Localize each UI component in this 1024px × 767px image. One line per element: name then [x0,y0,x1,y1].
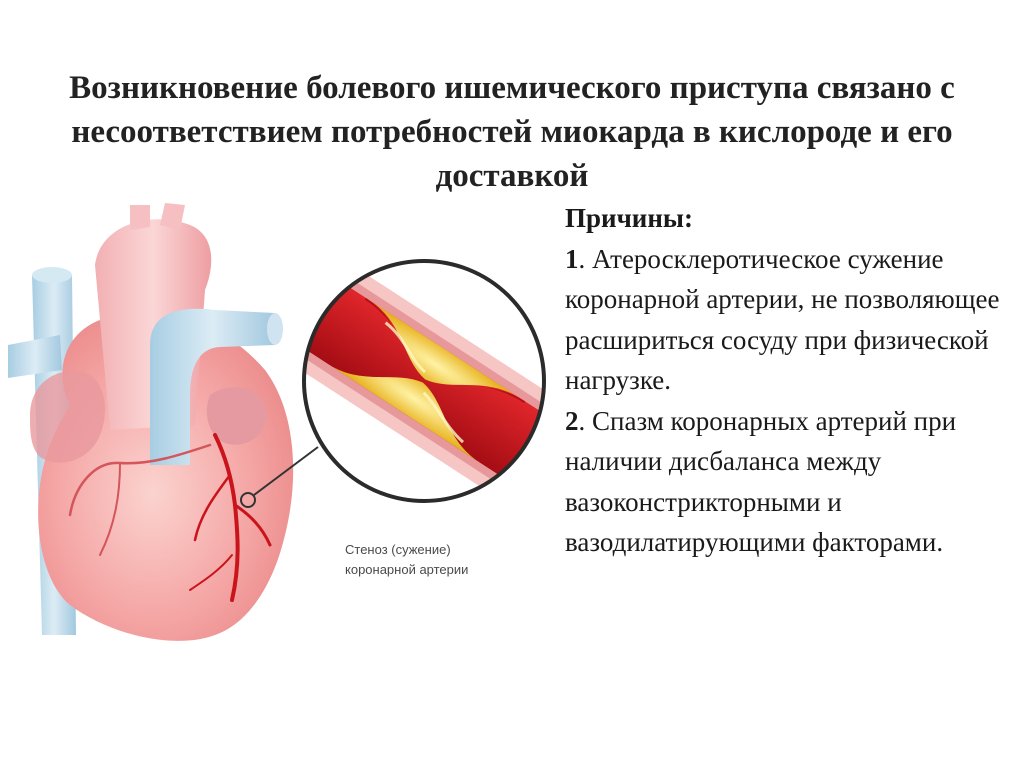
callout-line-2: коронарной артерии [345,562,469,577]
cause-text-2: . Спазм коронарных артерий при наличии дисбаланса между вазоконстрикторными и вазодилатирующими факторами. [565,405,957,557]
stenosis-callout [345,540,515,580]
causes-block [565,198,1005,563]
cause-item-1 [565,239,1005,401]
cause-number-2: 2 [565,405,579,436]
stenosed-artery-icon [263,248,560,515]
cause-item-2 [565,401,1005,563]
callout-line-1: Стеноз (сужение) [345,542,451,557]
cause-number-1: 1 [565,243,579,274]
causes-heading: Причины: [565,203,693,233]
slide-title: Возникновение болевого ишемического приступа связано с несоответствием потребностей миокарда в кислороде и его доставкой [69,70,955,195]
cause-text-1: . Атеросклеротическое сужение коронарной артерии, не позволяющее расшириться сосуду при физической нагрузке. [565,243,1000,395]
heart-illustration [0,195,560,665]
